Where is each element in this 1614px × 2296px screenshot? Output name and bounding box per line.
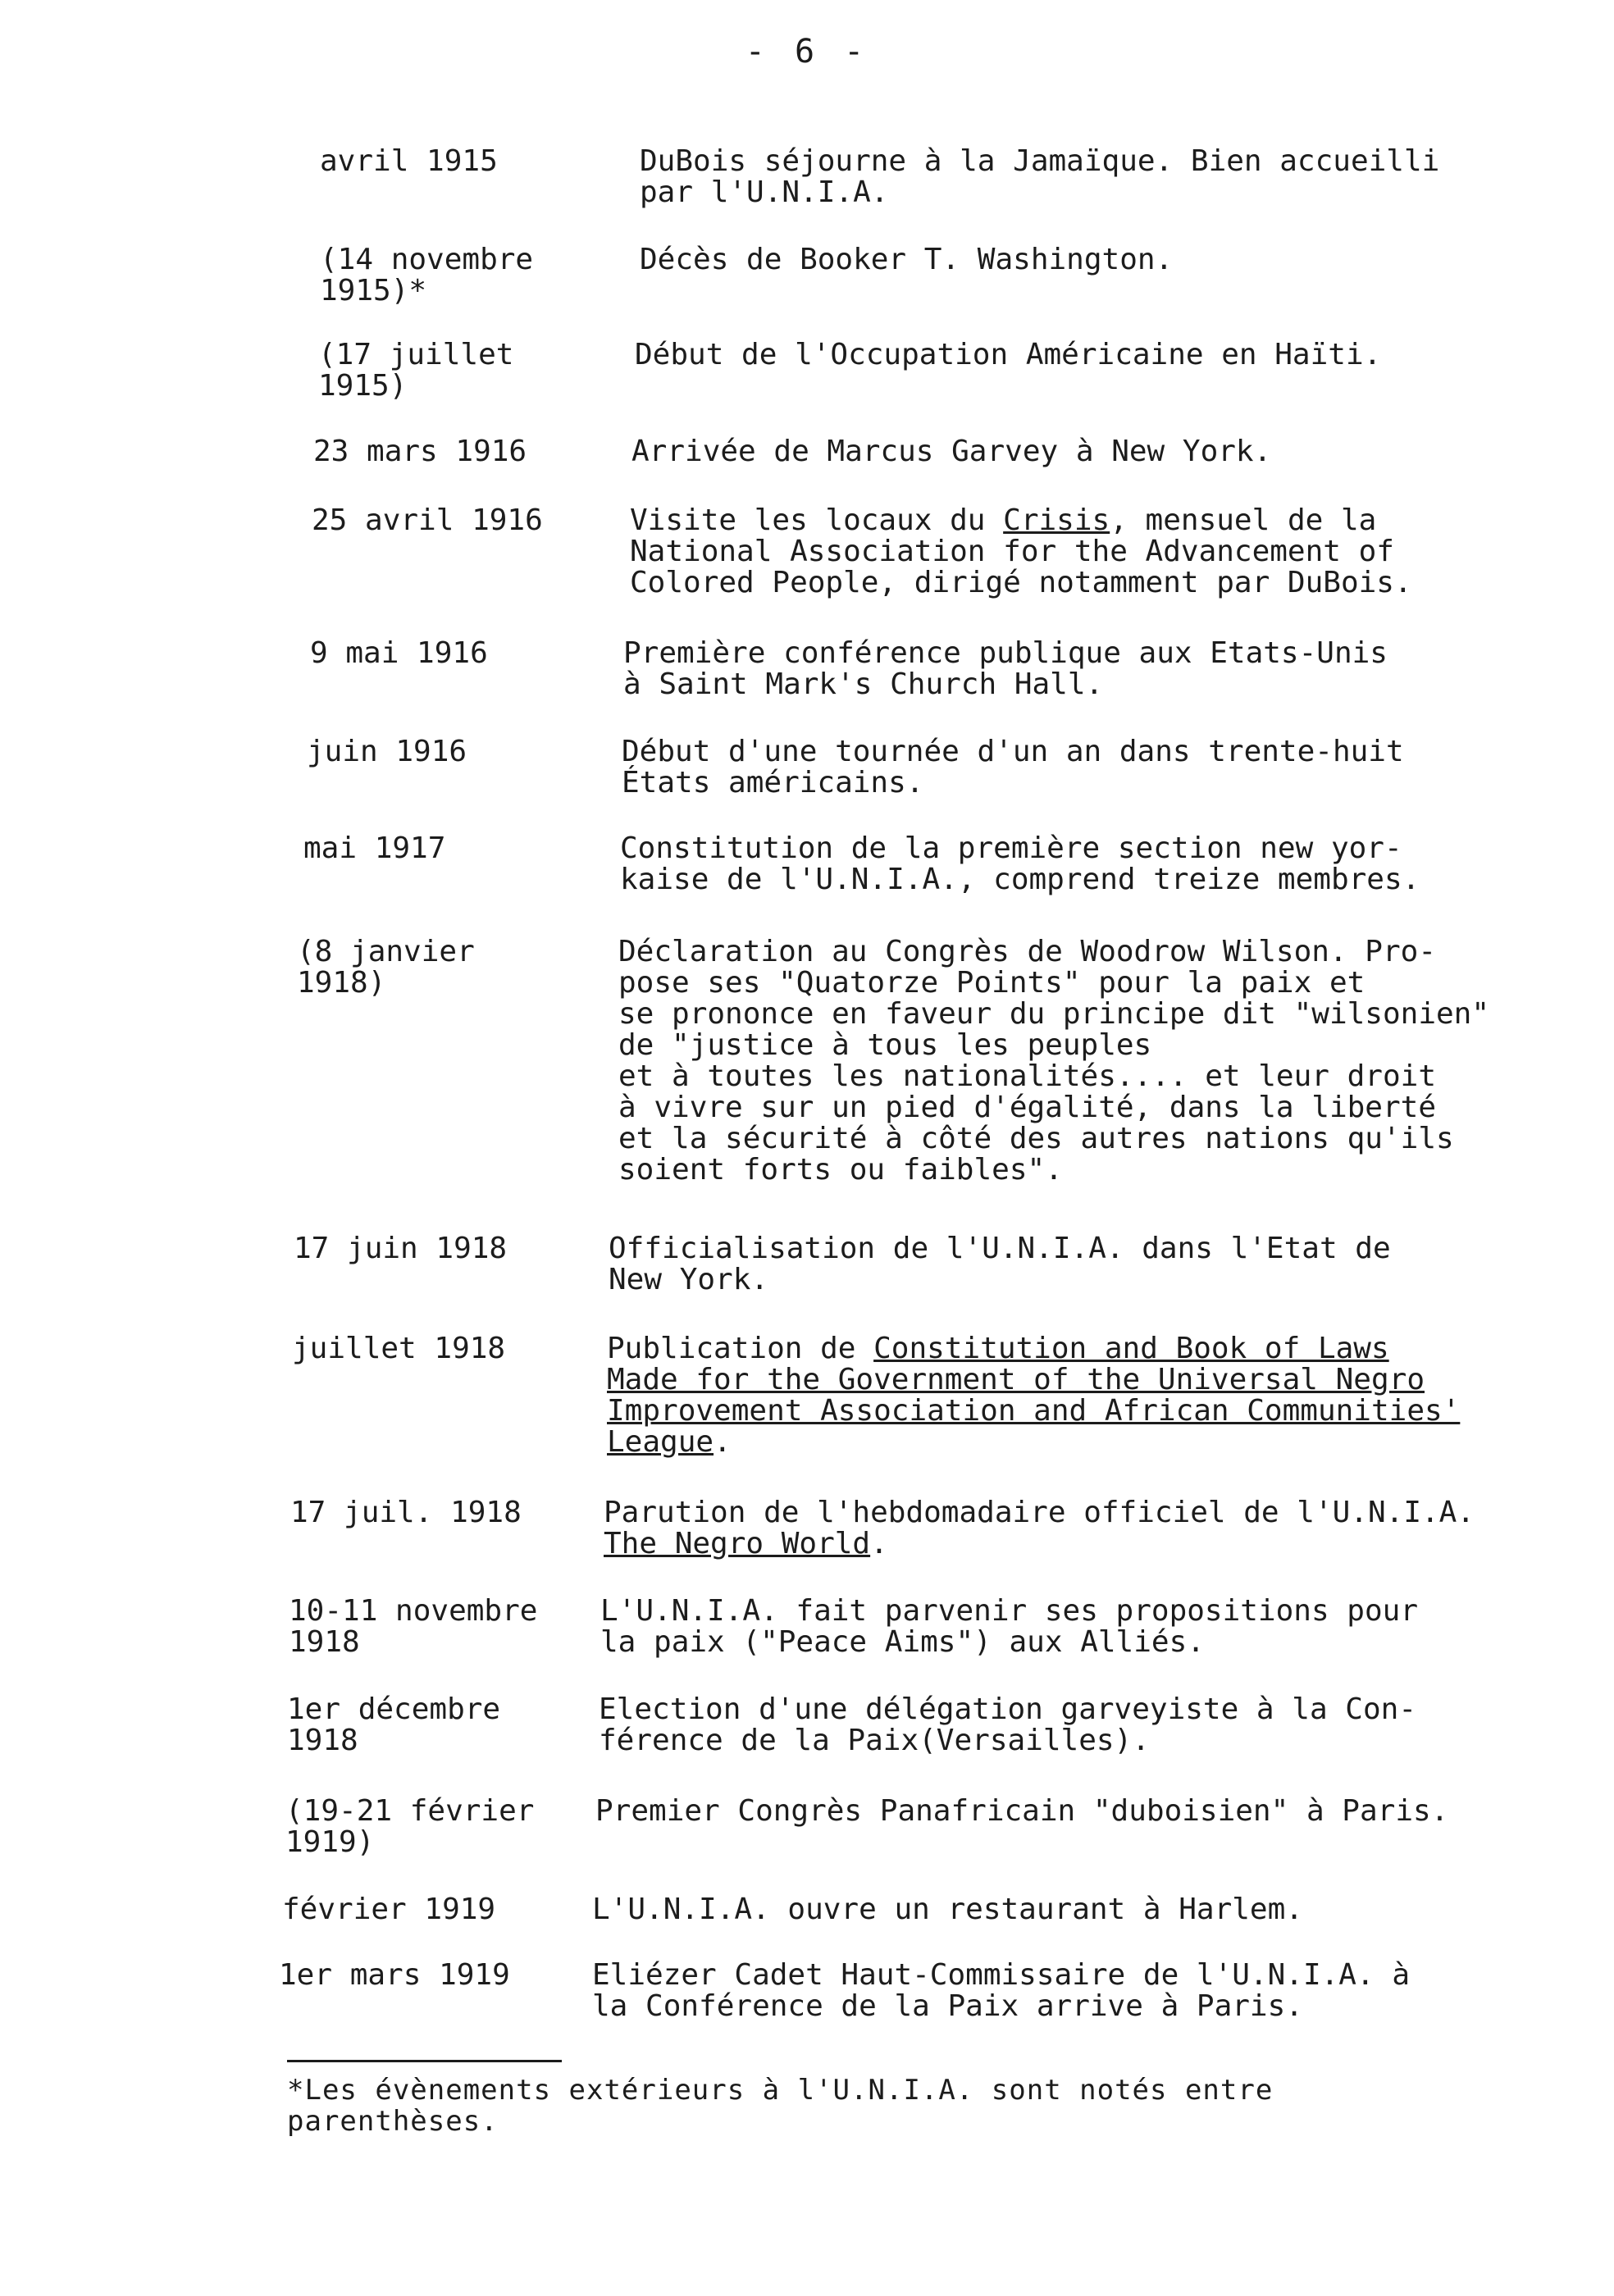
event-text: , mensuel de la National Association for the Advancement of Colored People, dirigé notamment par DuBois. [630, 503, 1412, 599]
entry-date: (14 novembre 1915)* [320, 243, 534, 308]
entry-event: Décès de Booker T. Washington. [640, 243, 1174, 276]
entry-event: DuBois séjourne à la Jamaïque. Bien accueilli par l'U.N.I.A. [640, 144, 1440, 209]
entry-date: juillet 1918 [292, 1332, 506, 1365]
entry-date: mai 1917 [303, 831, 446, 865]
entry-event: Début de l'Occupation Américaine en Haïti. [635, 338, 1382, 371]
entry-date: juin 1916 [307, 735, 467, 768]
footnote: *Les évènements extérieurs à l'U.N.I.A. sont notés entre parenthèses. [287, 2074, 1274, 2138]
event-text: Publication de [607, 1332, 874, 1365]
event-text: Parution de l'hebdomadaire officiel de l'U.N.I.A. [604, 1496, 1475, 1529]
entry-date: 10-11 novembre 1918 [289, 1594, 538, 1659]
entry-event: Déclaration au Congrès de Woodrow Wilson. Pro- pose ses "Quatorze Points" pour la paix et se prononce en faveur du principe dit "wilsonien" de "justice à tous les peuples et à toutes les nationalités.... et leur droit à vivre sur un pied d'égalité, dans la liberté et la sécurité à côté des autres nations qu'ils soient forts ou faibles". [618, 935, 1490, 1187]
entry-date: 17 juin 1918 [294, 1232, 508, 1265]
entry-date: 9 mai 1916 [310, 636, 488, 670]
entry-date: 17 juil. 1918 [290, 1496, 522, 1529]
footnote-divider [287, 2060, 562, 2062]
entry-date: 23 mars 1916 [313, 435, 527, 468]
entry-event: Election d'une délégation garveyiste à la Con- férence de la Paix(Versailles). [599, 1692, 1416, 1757]
event-text: . [714, 1425, 732, 1459]
entry-event [607, 1333, 1575, 1458]
entry-event: Officialisation de l'U.N.I.A. dans l'Etat de New York. [609, 1232, 1391, 1296]
entry-event: Début d'une tournée d'un an dans trente-huit États américains. [622, 735, 1404, 800]
entry-event: Arrivée de Marcus Garvey à New York. [631, 435, 1272, 468]
entry-event: Première conférence publique aux Etats-Unis à Saint Mark's Church Hall. [623, 636, 1388, 701]
publication-title: Constitution and Book of Laws Made for the Government of the Universal Negro Improvement Association and African Communities' League [607, 1332, 1461, 1459]
entry-date: 1er décembre 1918 [287, 1692, 501, 1757]
event-text: . [870, 1527, 888, 1560]
entry-event: Premier Congrès Panafricain "duboisien" à Paris. [595, 1794, 1449, 1828]
entry-event: L'U.N.I.A. ouvre un restaurant à Harlem. [592, 1893, 1303, 1926]
event-text: Visite les locaux du [630, 503, 1004, 537]
publication-title: The Negro World [604, 1527, 871, 1560]
entry-date: (17 juillet 1915) [318, 338, 514, 403]
entry-date: février 1919 [282, 1893, 496, 1926]
entry-date: (19-21 février 1919) [285, 1794, 535, 1859]
entry-event [604, 1497, 1571, 1560]
publication-title: Crisis [1003, 503, 1110, 537]
entry-event: Eliézer Cadet Haut-Commissaire de l'U.N.I.A. à la Conférence de la Paix arrive à Paris. [592, 1958, 1410, 2023]
entry-date: (8 janvier 1918) [297, 935, 475, 1000]
entry-date: 25 avril 1916 [312, 503, 543, 537]
entry-date: 1er mars 1919 [279, 1958, 510, 1992]
entry-event [630, 505, 1598, 599]
page-number: - 6 - [745, 33, 869, 71]
entry-event: L'U.N.I.A. fait parvenir ses propositions pour la paix ("Peace Aims") aux Alliés. [600, 1594, 1418, 1659]
entry-date: avril 1915 [320, 144, 498, 178]
entry-event: Constitution de la première section new yor- kaise de l'U.N.I.A., comprend treize membres. [620, 831, 1420, 896]
